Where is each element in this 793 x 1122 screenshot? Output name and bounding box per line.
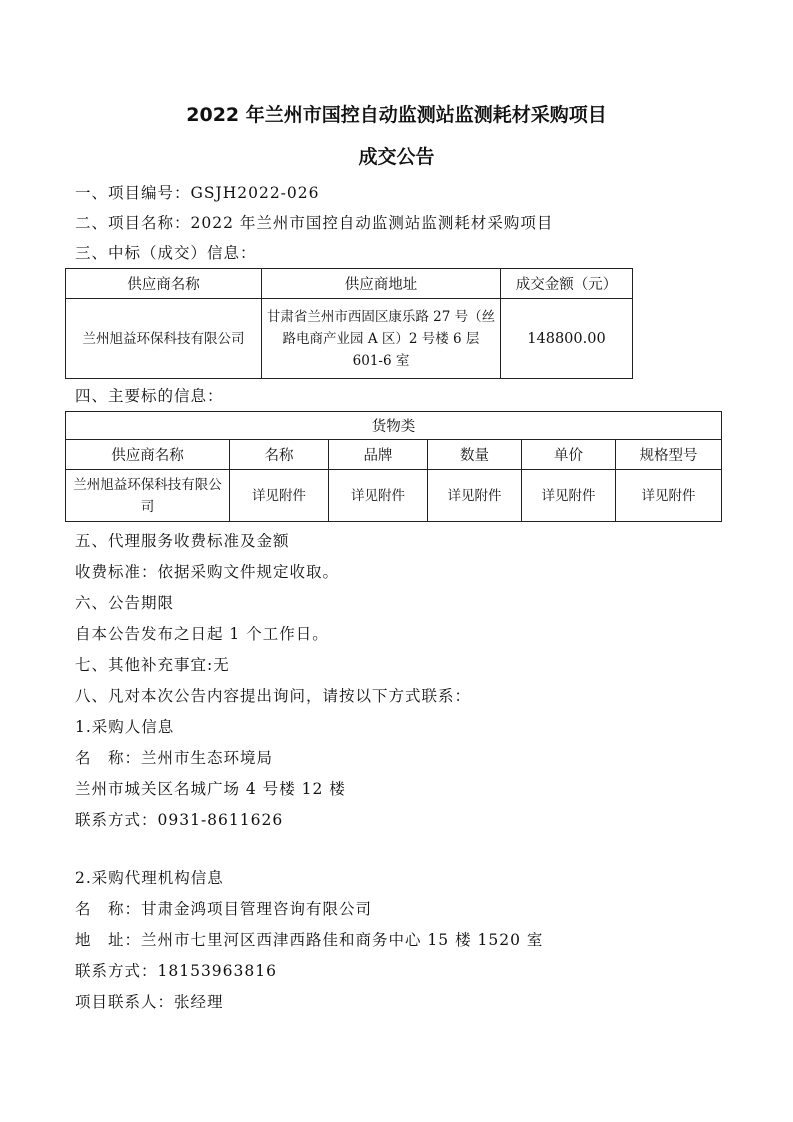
section-goods-heading: 四、主要标的信息： <box>75 387 224 405</box>
winner-table <box>65 268 633 379</box>
winner-header-name: 供应商名称 <box>66 269 262 299</box>
goods-header-spec: 规格型号 <box>616 440 722 470</box>
goods-header-price: 单价 <box>522 440 616 470</box>
section-period-heading: 六、公告期限 <box>75 594 175 612</box>
document-title: 2022 年兰州市国控自动监测站监测耗材采购项目 <box>186 104 607 126</box>
winner-header-amount: 成交金额（元） <box>501 269 633 299</box>
goods-supplier: 兰州旭益环保科技有限公司 <box>66 470 230 522</box>
document-subtitle: 成交公告 <box>358 146 435 168</box>
agent-person: 项目联系人：张经理 <box>75 993 224 1011</box>
agent-name: 名 称：甘肃金鸿项目管理咨询有限公司 <box>75 900 373 918</box>
winner-header-address: 供应商地址 <box>262 269 501 299</box>
section-other-matters: 七、其他补充事宜:无 <box>75 656 230 674</box>
section-fee-heading: 五、代理服务收费标准及金额 <box>75 532 290 550</box>
fee-standard: 收费标准：依据采购文件规定收取。 <box>75 563 340 581</box>
winner-supplier-address: 甘肃省兰州市西固区康乐路 27 号（丝路电商产业园 A 区）2 号楼 6 层 601-6 室 <box>262 299 501 379</box>
winner-supplier-name: 兰州旭益环保科技有限公司 <box>66 299 262 379</box>
goods-quantity: 详见附件 <box>428 470 522 522</box>
goods-spec: 详见附件 <box>616 470 722 522</box>
agent-address: 地 址：兰州市七里河区西津西路佳和商务中心 15 楼 1520 室 <box>75 931 544 949</box>
agent-contact: 联系方式：18153963816 <box>75 962 277 980</box>
section-winner-heading: 三、中标（成交）信息： <box>75 244 257 262</box>
buyer-heading: 1.采购人信息 <box>75 718 175 736</box>
buyer-contact: 联系方式：0931-8611626 <box>75 811 284 829</box>
goods-name: 详见附件 <box>230 470 329 522</box>
goods-header-brand: 品牌 <box>329 440 428 470</box>
goods-category: 货物类 <box>66 412 722 440</box>
buyer-address: 兰州市城关区名城广场 4 号楼 12 楼 <box>75 780 346 798</box>
goods-table <box>65 411 722 522</box>
goods-header-quantity: 数量 <box>428 440 522 470</box>
buyer-name: 名 称：兰州市生态环境局 <box>75 749 274 767</box>
section-contact-heading: 八、凡对本次公告内容提出询问，请按以下方式联系： <box>75 687 472 705</box>
goods-price: 详见附件 <box>522 470 616 522</box>
goods-header-name: 名称 <box>230 440 329 470</box>
project-name: 二、项目名称：2022 年兰州市国控自动监测站监测耗材采购项目 <box>75 214 554 232</box>
announcement-period: 自本公告发布之日起 1 个工作日。 <box>75 625 329 643</box>
winner-amount: 148800.00 <box>501 299 633 379</box>
agent-heading: 2.采购代理机构信息 <box>75 869 224 887</box>
goods-brand: 详见附件 <box>329 470 428 522</box>
project-number: 一、项目编号：GSJH2022-026 <box>75 184 320 202</box>
goods-header-supplier: 供应商名称 <box>66 440 230 470</box>
